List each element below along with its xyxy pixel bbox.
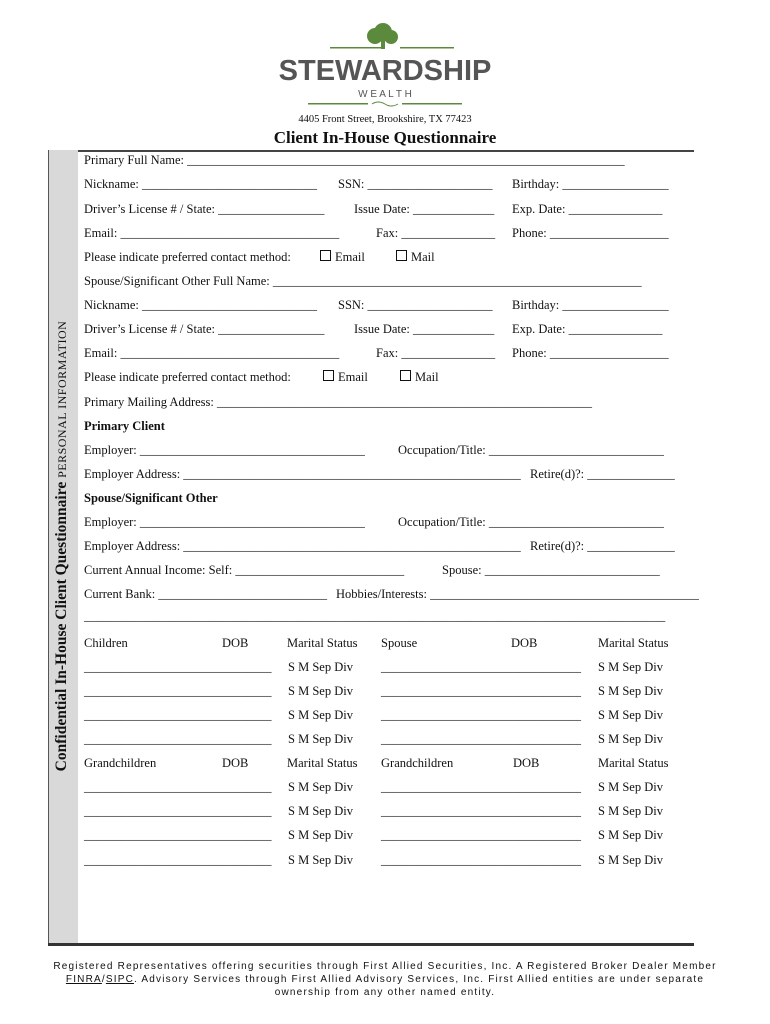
grandchild-marital-options[interactable]: S M Sep Div xyxy=(288,780,353,794)
primary-retired-field[interactable]: Retire(d)?: ______________ xyxy=(530,467,675,481)
grandchildren-header: Grandchildren xyxy=(84,756,157,770)
primary-full-name-field[interactable]: Primary Full Name: ______________________________________________________________________ xyxy=(84,153,625,167)
sidebar-label xyxy=(53,321,71,772)
grandchild-right-marital-options[interactable]: S M Sep Div xyxy=(598,804,663,818)
checkbox-icon[interactable] xyxy=(396,250,407,261)
primary-client-heading: Primary Client xyxy=(84,419,165,433)
children-header: Children xyxy=(84,636,128,650)
spouse-marital-header: Marital Status xyxy=(598,636,669,650)
child-spouse-entry-blank[interactable]: ________________________________ xyxy=(381,708,581,722)
bottom-divider xyxy=(48,943,694,946)
children-dob-header: DOB xyxy=(222,636,249,650)
logo-main-text: STEWARDSHIP xyxy=(278,55,492,87)
child-entry-blank[interactable]: ______________________________ xyxy=(84,660,272,674)
grandchildren-right-dob-header: DOB xyxy=(513,756,540,770)
child-spouse-marital-options[interactable]: S M Sep Div xyxy=(598,732,663,746)
grandchild-entry-blank[interactable]: ______________________________ xyxy=(84,853,272,867)
spouse-employer-field[interactable]: Employer: ____________________________________ xyxy=(84,515,365,529)
primary-email-field[interactable]: Email: ___________________________________ xyxy=(84,226,340,240)
child-spouse-entry-blank[interactable]: ________________________________ xyxy=(381,732,581,746)
company-address: 4405 Front Street, Brookshire, TX 77423 xyxy=(298,114,472,125)
child-marital-options[interactable]: S M Sep Div xyxy=(288,684,353,698)
grandchild-right-marital-options[interactable]: S M Sep Div xyxy=(598,828,663,842)
grandchild-marital-options[interactable]: S M Sep Div xyxy=(288,804,353,818)
child-entry-blank[interactable]: ______________________________ xyxy=(84,684,272,698)
footer-line-1: Registered Representatives offering securities through First Allied Securities, Inc. A Registered Broker Dealer Member xyxy=(53,961,717,972)
spouse-contact-mail-option[interactable] xyxy=(400,369,439,385)
primary-issue-date-field[interactable]: Issue Date: _____________ xyxy=(354,202,495,216)
primary-employer-field[interactable]: Employer: ____________________________________ xyxy=(84,443,365,457)
spouse-phone-field[interactable]: Phone: ___________________ xyxy=(512,346,669,360)
spouse-license-field[interactable]: Driver’s License # / State: _________________ xyxy=(84,322,325,336)
primary-birthday-field[interactable]: Birthday: _________________ xyxy=(512,177,669,191)
grandchild-entry-blank[interactable]: ______________________________ xyxy=(84,804,272,818)
primary-occupation-field[interactable]: Occupation/Title: ____________________________ xyxy=(398,443,664,457)
spouse-retired-field[interactable]: Retire(d)?: ______________ xyxy=(530,539,675,553)
spouse-occupation-field[interactable]: Occupation/Title: ____________________________ xyxy=(398,515,664,529)
spouse-contact-email-option[interactable] xyxy=(323,369,368,385)
footer-line-3: ownership from any other named entity. xyxy=(274,987,496,998)
primary-phone-field[interactable]: Phone: ___________________ xyxy=(512,226,669,240)
income-self-field[interactable]: Current Annual Income: Self: ___________________________ xyxy=(84,563,405,577)
spouse-full-name-field[interactable]: Spouse/Significant Other Full Name: ___________________________________________________________ xyxy=(84,274,642,288)
primary-ssn-field[interactable]: SSN: ____________________ xyxy=(338,177,493,191)
primary-license-field[interactable]: Driver’s License # / State: _________________ xyxy=(84,202,325,216)
extra-blank-line[interactable]: _____________________________________________________________________________________________ xyxy=(84,609,666,623)
child-marital-options[interactable]: S M Sep Div xyxy=(288,660,353,674)
spouse-dob-header: DOB xyxy=(511,636,538,650)
footer-slash: / xyxy=(101,974,106,985)
child-entry-blank[interactable]: ______________________________ xyxy=(84,708,272,722)
sidebar-main-text: Confidential In-House Client Questionnaire xyxy=(53,481,70,772)
spouse-client-heading: Spouse/Significant Other xyxy=(84,491,218,505)
company-logo xyxy=(278,22,492,114)
footer-line-2-text: . Advisory Services through First Allied Advisory Services, Inc. First Allied entities are under separate xyxy=(134,974,705,985)
checkbox-icon[interactable] xyxy=(400,370,411,381)
spouse-contact-prompt: Please indicate preferred contact method: xyxy=(84,370,291,384)
primary-nickname-field[interactable]: Nickname: ____________________________ xyxy=(84,177,317,191)
logo-sub-text: W E A L T H xyxy=(358,89,412,100)
tree-icon xyxy=(278,22,492,114)
child-marital-options[interactable]: S M Sep Div xyxy=(288,708,353,722)
primary-contact-mail-option[interactable] xyxy=(396,249,435,265)
primary-employer-address-field[interactable]: Employer Address: ______________________________________________________ xyxy=(84,467,521,481)
grandchild-right-entry-blank[interactable]: ________________________________ xyxy=(381,853,581,867)
child-spouse-entry-blank[interactable]: ________________________________ xyxy=(381,660,581,674)
current-bank-field[interactable]: Current Bank: ___________________________ xyxy=(84,587,328,601)
spouse-contact-mail-label: Mail xyxy=(415,370,439,384)
checkbox-icon[interactable] xyxy=(323,370,334,381)
grandchild-right-marital-options[interactable]: S M Sep Div xyxy=(598,853,663,867)
spouse-employer-address-field[interactable]: Employer Address: ______________________________________________________ xyxy=(84,539,521,553)
footer-line-2 xyxy=(40,973,730,986)
finra-link[interactable]: FINRA xyxy=(65,974,102,985)
grandchildren-dob-header: DOB xyxy=(222,756,249,770)
children-marital-header: Marital Status xyxy=(287,636,358,650)
primary-contact-mail-label: Mail xyxy=(411,250,435,264)
income-spouse-field[interactable]: Spouse: ____________________________ xyxy=(442,563,660,577)
primary-fax-field[interactable]: Fax: _______________ xyxy=(376,226,496,240)
spouse-ssn-field[interactable]: SSN: ____________________ xyxy=(338,298,493,312)
primary-contact-prompt: Please indicate preferred contact method: xyxy=(84,250,291,264)
primary-contact-email-option[interactable] xyxy=(320,249,365,265)
grandchild-right-entry-blank[interactable]: ________________________________ xyxy=(381,828,581,842)
grandchildren-marital-header: Marital Status xyxy=(287,756,358,770)
sipc-link[interactable]: SIPC xyxy=(105,974,135,985)
primary-exp-date-field[interactable]: Exp. Date: _______________ xyxy=(512,202,663,216)
child-spouse-marital-options[interactable]: S M Sep Div xyxy=(598,684,663,698)
child-entry-blank[interactable]: ______________________________ xyxy=(84,732,272,746)
primary-contact-email-label: Email xyxy=(335,250,365,264)
spouse-contact-email-label: Email xyxy=(338,370,368,384)
disclosure-footer xyxy=(40,960,730,999)
mailing-address-field[interactable]: Primary Mailing Address: ____________________________________________________________ xyxy=(84,395,592,409)
sidebar-sub-text: PERSONAL INFORMATION xyxy=(55,320,69,478)
hobbies-field[interactable]: Hobbies/Interests: ___________________________________________ xyxy=(336,587,699,601)
child-spouse-entry-blank[interactable]: ________________________________ xyxy=(381,684,581,698)
spouse-col-header: Spouse xyxy=(381,636,418,650)
grandchildren-right-marital-header: Marital Status xyxy=(598,756,669,770)
grandchildren-right-header: Grandchildren xyxy=(381,756,454,770)
checkbox-icon[interactable] xyxy=(320,250,331,261)
grandchild-entry-blank[interactable]: ______________________________ xyxy=(84,780,272,794)
grandchild-right-entry-blank[interactable]: ________________________________ xyxy=(381,804,581,818)
child-spouse-marital-options[interactable]: S M Sep Div xyxy=(598,708,663,722)
spouse-nickname-field[interactable]: Nickname: ____________________________ xyxy=(84,298,317,312)
grandchild-right-entry-blank[interactable]: ________________________________ xyxy=(381,780,581,794)
spouse-email-field[interactable]: Email: ___________________________________ xyxy=(84,346,340,360)
page-title: Client In-House Questionnaire xyxy=(273,128,497,147)
grandchild-marital-options[interactable]: S M Sep Div xyxy=(288,853,353,867)
child-marital-options[interactable]: S M Sep Div xyxy=(288,732,353,746)
child-spouse-marital-options[interactable]: S M Sep Div xyxy=(598,660,663,674)
spouse-fax-field[interactable]: Fax: _______________ xyxy=(376,346,496,360)
spouse-exp-date-field[interactable]: Exp. Date: _______________ xyxy=(512,322,663,336)
grandchild-marital-options[interactable]: S M Sep Div xyxy=(288,828,353,842)
spouse-birthday-field[interactable]: Birthday: _________________ xyxy=(512,298,669,312)
grandchild-right-marital-options[interactable]: S M Sep Div xyxy=(598,780,663,794)
grandchild-entry-blank[interactable]: ______________________________ xyxy=(84,828,272,842)
spouse-issue-date-field[interactable]: Issue Date: _____________ xyxy=(354,322,495,336)
